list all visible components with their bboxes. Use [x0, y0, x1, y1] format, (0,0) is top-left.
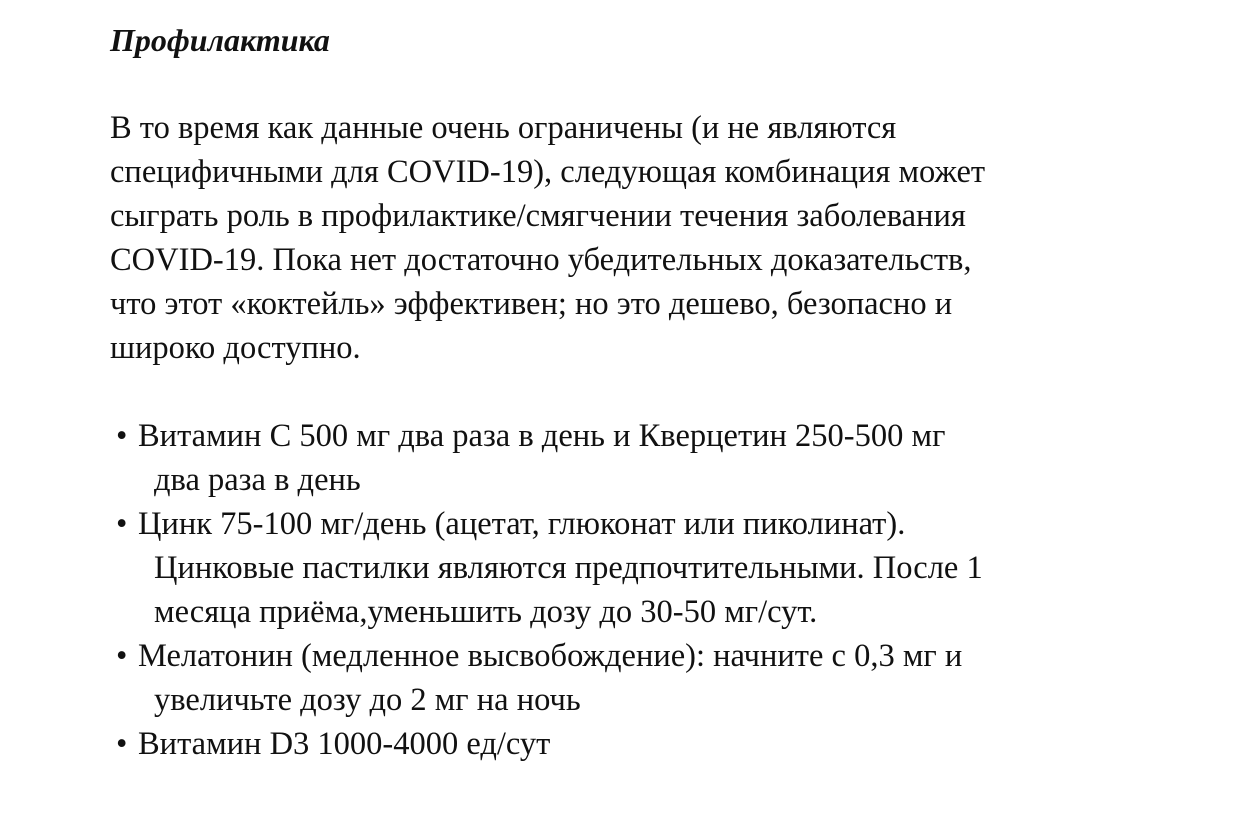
- list-item-text: Мелатонин (медленное высвобождение): начните с 0,3 мг и: [138, 638, 963, 674]
- intro-line: COVID-19. Пока нет достаточно убедительных доказательств,: [110, 242, 972, 278]
- intro-line: В то время как данные очень ограничены (и не являются: [110, 110, 897, 146]
- list-item-text: Цинк 75-100 мг/день (ацетат, глюконат или пиколинат).: [138, 506, 906, 542]
- bullet-icon: •: [116, 638, 128, 674]
- list-item-text: увеличьте дозу до 2 мг на ночь: [154, 682, 581, 718]
- bullet-icon: •: [116, 506, 128, 542]
- list-item-melatonin: [116, 634, 1220, 722]
- bullet-icon: •: [116, 726, 128, 762]
- section-title: Профилактика: [110, 22, 330, 58]
- list-item-vitamin-d3: [116, 722, 1220, 766]
- intro-line: что этот «коктейль» эффективен; но это дешево, безопасно и: [110, 286, 953, 322]
- intro-line: сыграть роль в профилактике/смягчении течения заболевания: [110, 198, 966, 234]
- intro-line: широко доступно.: [110, 330, 361, 366]
- list-item-text: месяца приёма,уменьшить дозу до 30-50 мг/сут.: [154, 594, 818, 630]
- list-item-text: Витамин D3 1000-4000 ед/сут: [138, 726, 551, 762]
- document-page: [110, 18, 1220, 766]
- list-item-text: два раза в день: [154, 462, 361, 498]
- list-item-zinc: [116, 502, 1220, 634]
- intro-line: специфичными для COVID-19), следующая комбинация может: [110, 154, 986, 190]
- supplement-list: [116, 414, 1220, 766]
- list-item-text: Витамин С 500 мг два раза в день и Кверцетин 250-500 мг: [138, 418, 946, 454]
- list-item-vitamin-c: [116, 414, 1220, 502]
- bullet-icon: •: [116, 418, 128, 454]
- intro-paragraph: [110, 106, 1220, 370]
- list-item-text: Цинковые пастилки являются предпочтительными. После 1: [154, 550, 983, 586]
